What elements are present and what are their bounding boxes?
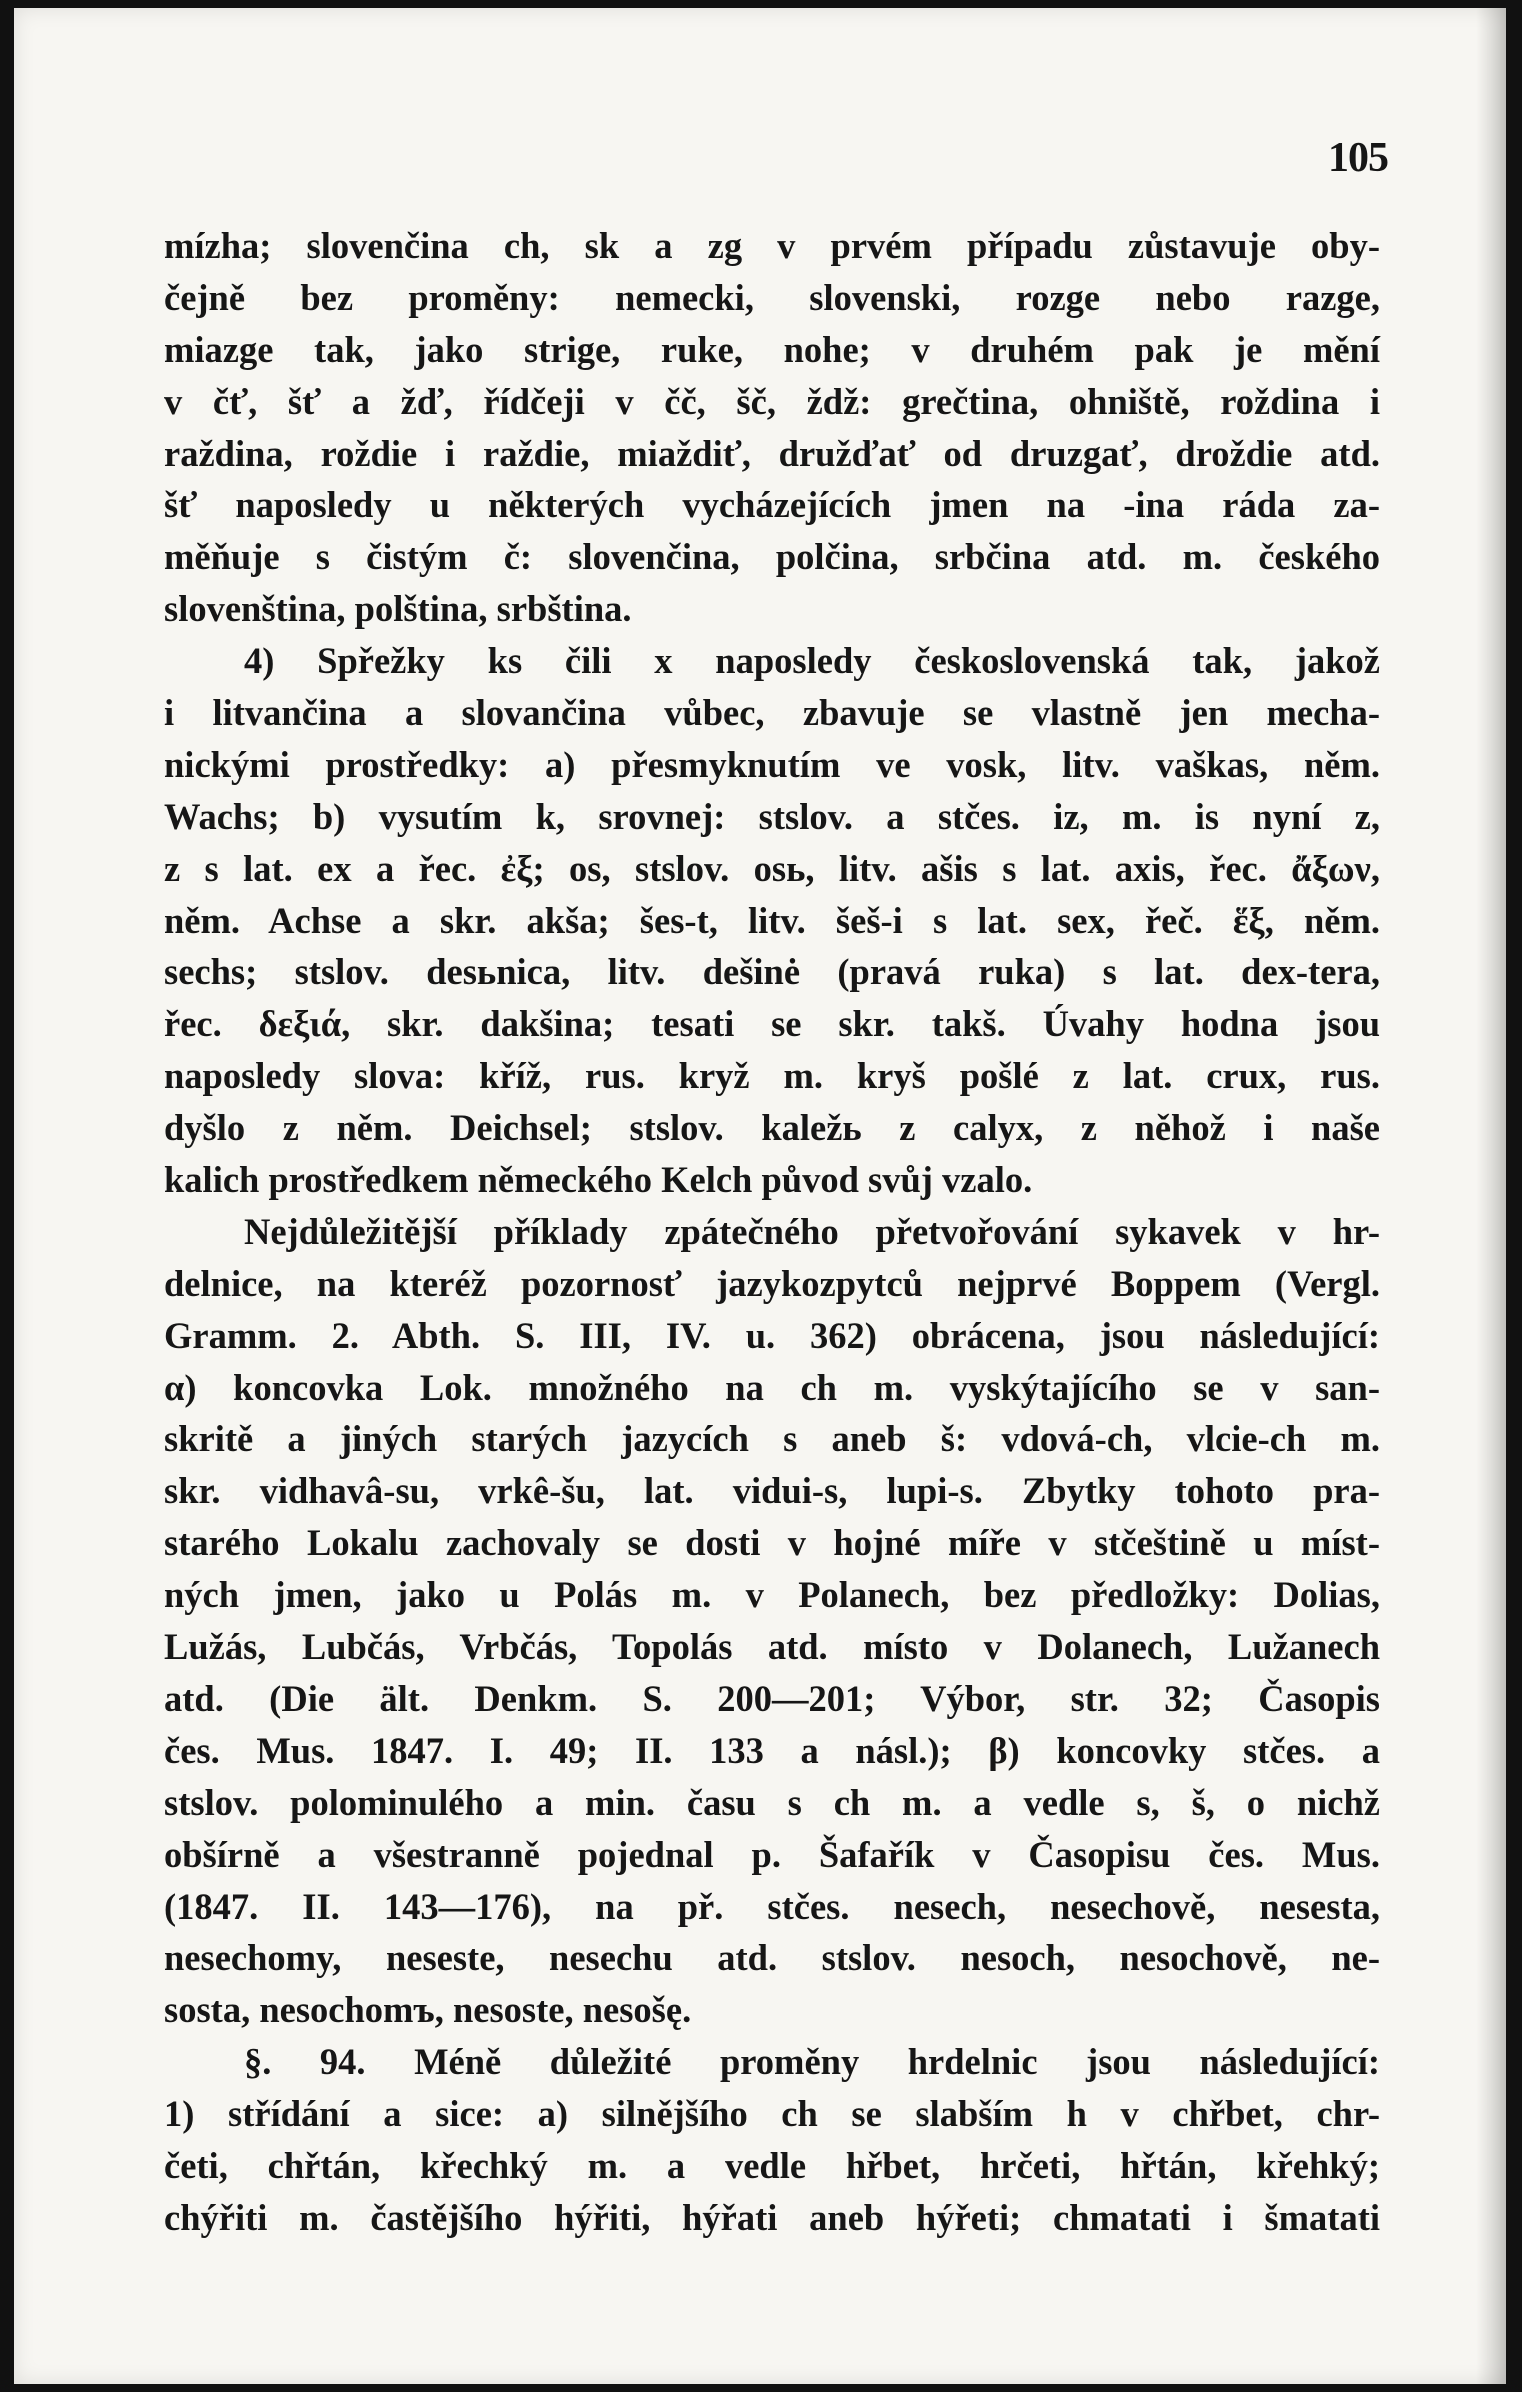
text-line: miazge tak, jako strige, ruke, nohe; v druhém pak je mění [164, 328, 1380, 370]
text-line: delnice, na kteréž pozornosť jazykozpytců nejprvé Boppem (Vergl. [164, 1262, 1380, 1304]
text-line: 1) střídání a sice: a) silnějšího ch se slabším h v chřbet, chr- [164, 2093, 1380, 2135]
text-line: raždina, roždie i raždie, miaždiť, družďať od druzgať, droždie atd. [164, 432, 1380, 474]
text-line: stslov. polominulého a min. času s ch m. a vedle s, š, o nichž [164, 1781, 1380, 1823]
text-line: nesechomy, neseste, nesechu atd. stslov. nesoch, nesochově, ne- [164, 1937, 1380, 1979]
body-text [164, 220, 1380, 2244]
page-number: 105 [1328, 135, 1388, 181]
text-line: sosta, nesochomъ, nesoste, nesošę. [164, 1989, 692, 2031]
text-line: čejně bez proměny: nemecki, slovenski, rozge nebo razge, [164, 276, 1380, 318]
text-line: čes. Mus. 1847. I. 49; II. 133 a násl.); β) koncovky stčes. a [164, 1729, 1380, 1771]
text-line: (1847. II. 143—176), na př. stčes. nesech, nesechově, nesesta, [164, 1885, 1380, 1927]
text-line: nickými prostředky: a) přesmyknutím ve vosk, litv. vaškas, něm. [164, 743, 1380, 785]
text-line: Lužás, Lubčás, Vrbčás, Topolás atd. místo v Dolanech, Lužanech [164, 1626, 1380, 1668]
text-line: šť naposledy u některých vycházejících jmen na -ina ráda za- [164, 484, 1380, 526]
text-line: slovenština, polština, srbština. [164, 588, 632, 630]
text-line: měňuje s čistým č: slovenčina, polčina, srbčina atd. m. českého [164, 536, 1380, 578]
text-line: atd. (Die ält. Denkm. S. 200—201; Výbor, str. 32; Časopis [164, 1677, 1380, 1719]
text-line: sechs; stslov. desьnica, litv. dešinė (pravá ruka) s lat. dex-tera, [164, 951, 1380, 993]
text-line: řec. δεξιά, skr. dakšina; tesati se skr. takš. Úvahy hodna jsou [164, 1003, 1380, 1045]
text-line: Wachs; b) vysutím k, srovnej: stslov. a stčes. iz, m. is nyní z, [164, 795, 1380, 837]
text-line: naposledy slova: kříž, rus. kryž m. kryš pošlé z lat. crux, rus. [164, 1055, 1380, 1097]
text-line: z s lat. ex a řec. ἐξ; os, stslov. osь, litv. ašis s lat. axis, řec. ἄξων, [164, 847, 1380, 889]
text-line: starého Lokalu zachovaly se dosti v hojné míře v stčeštině u míst- [164, 1522, 1380, 1564]
text-line: kalich prostředkem německého Kelch původ svůj vzalo. [164, 1159, 1033, 1201]
text-line: skritě a jiných starých jazycích s aneb š: vdová-ch, vlcie-ch m. [164, 1418, 1380, 1460]
text-line: četi, chřtán, křechký m. a vedle hřbet, hrčeti, hřtán, křehký; [164, 2144, 1380, 2186]
text-line: mízha; slovenčina ch, sk a zg v prvém případu zůstavuje oby- [164, 225, 1380, 266]
text-line: dyšlo z něm. Deichsel; stslov. kaležь z calyx, z něhož i naše [164, 1107, 1380, 1149]
text-line: 4) Spřežky ks čili x naposledy československá tak, jakož [244, 640, 1380, 682]
text-line: obšírně a všestranně pojednal p. Šafařík v Časopisu čes. Mus. [164, 1833, 1380, 1875]
text-line: skr. vidhavâ-su, vrkê-šu, lat. vidui-s, lupi-s. Zbytky tohoto pra- [164, 1470, 1380, 1512]
text-line: v čť, šť a žď, řídčeji v čč, šč, ždž: grečtina, ohniště, roždina i [164, 380, 1380, 422]
text-line: §. 94. Méně důležité proměny hrdelnic jsou následující: [244, 2041, 1380, 2083]
text-line: α) koncovka Lok. množného na ch m. vyskýtajícího se v san- [164, 1366, 1380, 1408]
page-edge-shadow [1476, 8, 1506, 2384]
text-line: chýřiti m. častějšího hýřiti, hýřati aneb hýřeti; chmatati i šmatati [164, 2196, 1380, 2238]
text-line: něm. Achse a skr. akša; šes-t, litv. šeš-i s lat. sex, řeč. ἕξ, něm. [164, 899, 1380, 941]
text-line: ných jmen, jako u Polás m. v Polanech, bez předložky: Dolias, [164, 1574, 1380, 1616]
text-line: Nejdůležitější příklady zpátečného přetvořování sykavek v hr- [244, 1210, 1380, 1252]
text-line: Gramm. 2. Abth. S. III, IV. u. 362) obrácena, jsou následující: [164, 1314, 1380, 1356]
text-line: i litvančina a slovančina vůbec, zbavuje se vlastně jen mecha- [164, 692, 1380, 734]
book-page [14, 8, 1506, 2384]
